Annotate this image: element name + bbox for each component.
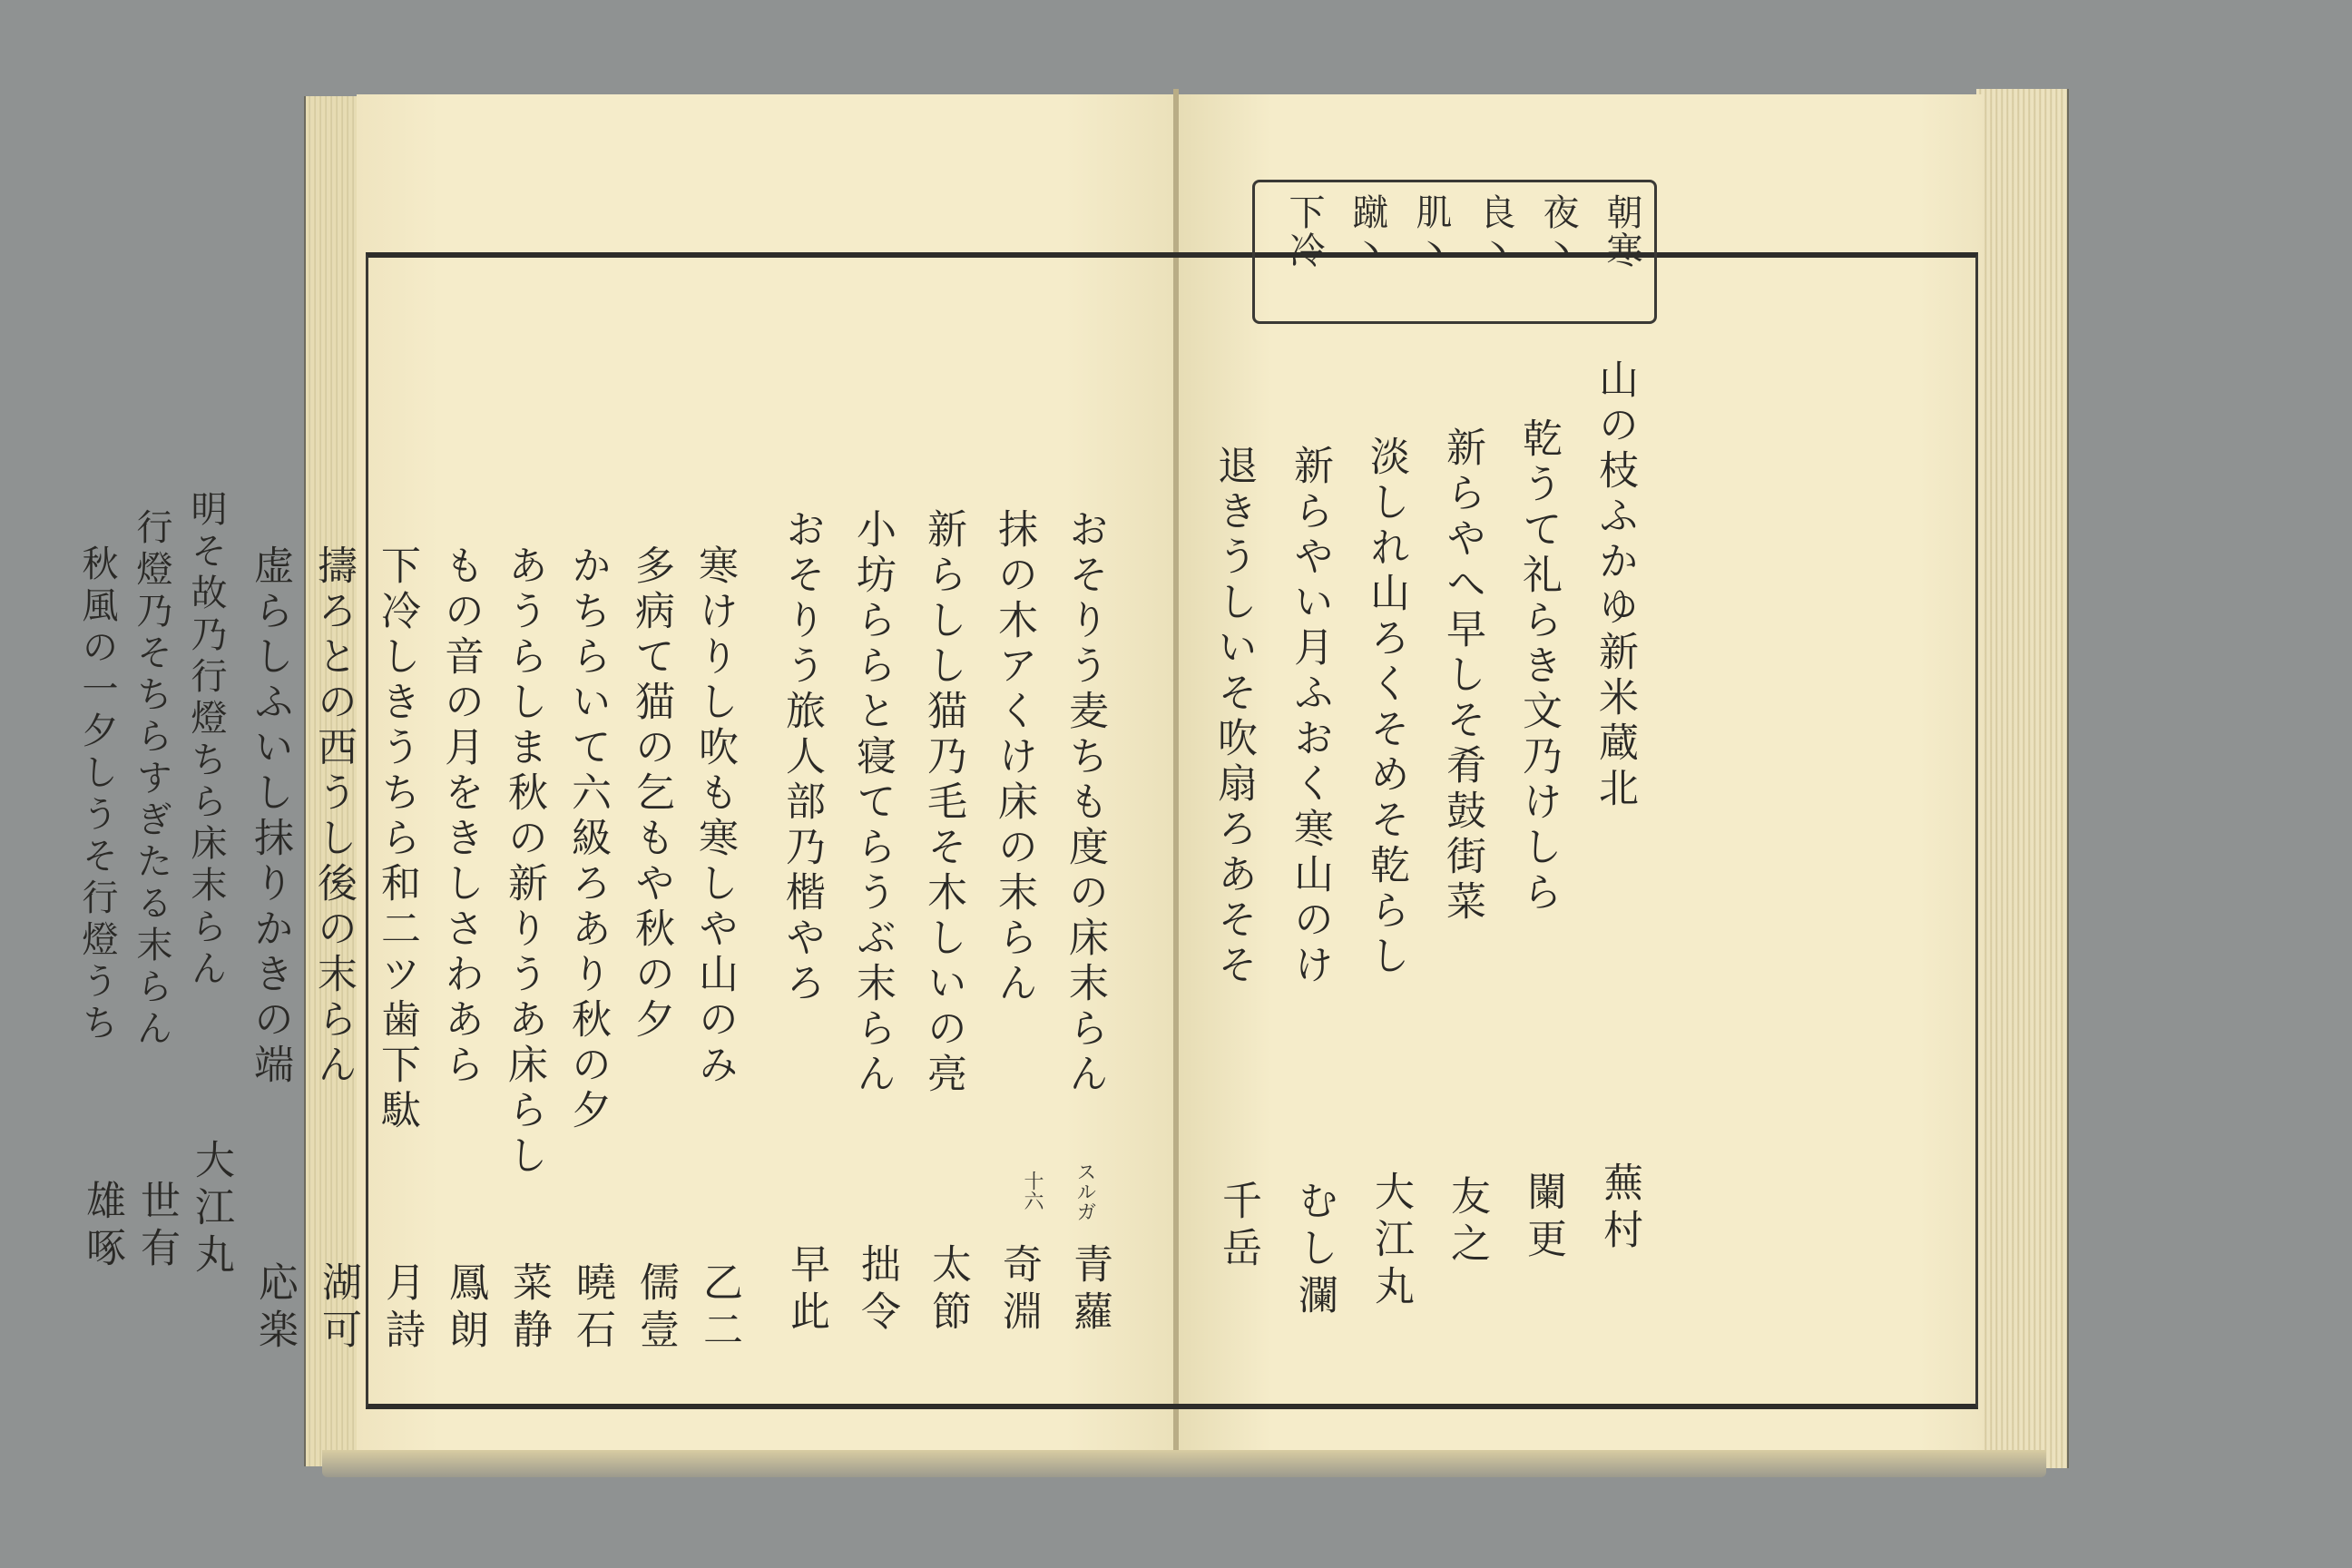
verse-line: 新らやい月ふおく寒山のけ (1287, 445, 1333, 989)
verse-line: おそりう旅人部乃楷やろ (779, 508, 825, 1007)
verse-line: 秋風の一夕しうそ行燈うち (76, 544, 118, 1045)
title-line: 肌丶 (1410, 193, 1452, 270)
title-line: 下冷 (1283, 193, 1325, 270)
verse-author: 月詩 (378, 1261, 425, 1356)
number-note: 十六 (1021, 1171, 1044, 1210)
furigana-note: スルガ (1073, 1161, 1096, 1221)
verse-author: 湖可 (315, 1261, 361, 1356)
verse-line: 擣ろとの西うし後の末らん (310, 544, 357, 1089)
title-line: 夜丶 (1537, 193, 1579, 270)
title-line: 朝寒 (1601, 193, 1642, 270)
right-page-edges (1976, 89, 2069, 1468)
verse-line: かちらいて六級ろあり秋の夕 (564, 544, 611, 1134)
verse-author: 大江丸 (1367, 1171, 1414, 1312)
verse-author: 雄啄 (79, 1180, 125, 1274)
verse-line: もの音の月をきしさわあら (437, 544, 484, 1089)
verse-line: 新らやへ早しそ肴鼓街菜 (1439, 426, 1485, 926)
verse-author: 早此 (783, 1243, 829, 1338)
verse-line: 寒けりし吹も寒しや山のみ (691, 544, 738, 1089)
verse-author: 千岳 (1215, 1180, 1261, 1274)
verse-author: 拙令 (854, 1243, 900, 1338)
verse-author: 応楽 (251, 1261, 298, 1356)
verse-line: 退きうしいそ吹扇ろあそそ (1210, 445, 1257, 989)
verse-author: 儒壹 (632, 1261, 679, 1356)
verse-line: おそりう麦ちも度の床末らん (1062, 508, 1108, 1098)
verse-line: 明そ故乃行燈ちら床末らん (185, 490, 227, 991)
verse-author: 菜静 (505, 1261, 552, 1356)
verse-line: 乾うて礼らき文乃けしら (1515, 417, 1562, 916)
verse-author: 世有 (133, 1180, 180, 1274)
verse-author: 蕪村 (1596, 1161, 1642, 1256)
verse-line: 小坊ららと寝てらうぶ末らん (849, 508, 896, 1098)
verse-author: 青蘿 (1066, 1243, 1112, 1338)
verse-line: 虚らしふいし抹りかきの端 (247, 544, 293, 1089)
title-line: 良丶 (1474, 193, 1515, 270)
verse-line: あうらしま秋の新りうあ床らし (501, 544, 547, 1180)
title-line: 蹴丶 (1347, 193, 1388, 270)
verse-author: 曉石 (569, 1261, 615, 1356)
verse-author: 鳳朗 (442, 1261, 488, 1356)
verse-author: 乙二 (696, 1261, 742, 1356)
verse-line: 行燈乃そちらすぎたる末らん (131, 508, 172, 1051)
verse-author: 闌更 (1520, 1171, 1566, 1265)
verse-line: 下冷しきうちら和二ツ歯下駄 (374, 544, 420, 1134)
verse-line: 多病て猫の乞もや秋の夕 (628, 544, 674, 1044)
section-title-box (1252, 180, 1657, 324)
verse-line: 淡しれ山ろくそめそ乾らし (1363, 436, 1409, 980)
verse-line: 山の枝ふかゆ新米蔵北 (1592, 358, 1638, 812)
verse-line: 抹の木アくけ床の末らん (991, 508, 1037, 1007)
verse-author: 太節 (925, 1243, 971, 1338)
verse-author: 友之 (1444, 1175, 1490, 1269)
verse-author: 大江丸 (188, 1139, 234, 1280)
verse-author: 奇淵 (995, 1243, 1042, 1338)
verse-line: 新らしし猫乃毛そ木しいの亮 (920, 508, 966, 1098)
verse-author: むし瀾 (1291, 1180, 1338, 1321)
book-bottom-edge (322, 1450, 2046, 1477)
